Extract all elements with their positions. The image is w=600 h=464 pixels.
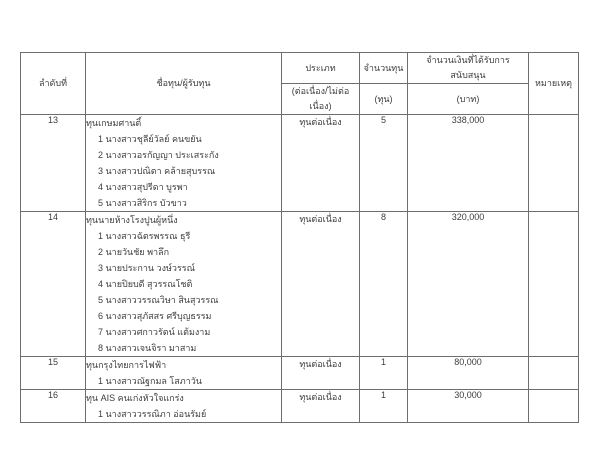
recipient-name: 8 นางสาวเจนจิรา มาสาม: [98, 343, 197, 353]
fund-row: [21, 115, 579, 212]
header-no: ลำดับที่: [21, 53, 86, 115]
recipient-name: 1 นางสาวฉัตรพรรณ ธุรี: [98, 231, 191, 241]
fund-row: [21, 212, 579, 357]
fund-name-cell: [86, 390, 282, 423]
fund-row-number: 13: [21, 115, 86, 212]
recipient-name: 2 นางสาวอรกัญญา ประเสระกัง: [98, 150, 219, 160]
fund-remark: [529, 212, 579, 357]
recipient-name: 5 นางสาววรรณวิษา สินสุวรรณ: [98, 295, 219, 305]
fund-title: ทุนนายห้างโรงปูนผู้หนึ่ง: [86, 215, 178, 225]
fund-type: ทุนต่อเนื่อง: [282, 390, 360, 423]
funds-table: [20, 52, 579, 423]
fund-name-cell: [86, 212, 282, 357]
recipient-name: 3 นางสาวปณิตา คล้ายสุบรรณ: [98, 166, 216, 176]
table-body: [21, 115, 579, 423]
fund-type: ทุนต่อเนื่อง: [282, 357, 360, 390]
fund-type: ทุนต่อเนื่อง: [282, 212, 360, 357]
recipient-name: 7 นางสาวศกาวรัตน์ แต้มงาม: [98, 327, 211, 337]
fund-type: ทุนต่อเนื่อง: [282, 115, 360, 212]
fund-count: 1: [360, 390, 408, 423]
header-amount: จำนวนเงินที่ได้รับการสนับสนุน: [408, 53, 529, 84]
recipient-name: 5 นางสาวสิริกร บัวขาว: [98, 198, 187, 208]
fund-row-number: 16: [21, 390, 86, 423]
header-amount-sub: (บาท): [408, 84, 529, 115]
recipient-name: 3 นายประกาน วงษ์วรรณ์: [98, 263, 195, 273]
fund-row-number: 14: [21, 212, 86, 357]
fund-count: 8: [360, 212, 408, 357]
fund-title: ทุนกรุงไทยการไฟฟ้า: [86, 360, 167, 370]
header-remark: หมายเหตุ: [529, 53, 579, 115]
fund-remark: [529, 390, 579, 423]
fund-row: [21, 390, 579, 423]
header-count: จำนวนทุน: [360, 53, 408, 84]
fund-row: [21, 357, 579, 390]
fund-name-cell: [86, 357, 282, 390]
fund-amount: 338,000: [408, 115, 529, 212]
recipient-name: 6 นางสาวสุภัสสร ศรีบุญธรรม: [98, 311, 212, 321]
fund-count: 1: [360, 357, 408, 390]
fund-count: 5: [360, 115, 408, 212]
fund-title: ทุนเกษมศานติ์: [86, 118, 142, 128]
table-header: [21, 53, 579, 115]
fund-title: ทุน AIS คนเก่งหัวใจแกร่ง: [86, 393, 184, 403]
header-fund-name: ชื่อทุน/ผู้รับทุน: [86, 53, 282, 115]
header-count-sub: (ทุน): [360, 84, 408, 115]
fund-row-number: 15: [21, 357, 86, 390]
recipient-name: 1 นางสาววรรณิภา อ่อนรัมย์: [98, 409, 207, 419]
fund-remark: [529, 115, 579, 212]
fund-amount: 30,000: [408, 390, 529, 423]
fund-amount: 320,000: [408, 212, 529, 357]
recipient-name: 1 นางสาวชุลีย์วัลย์ คนขยัน: [98, 134, 202, 144]
fund-remark: [529, 357, 579, 390]
recipient-name: 2 นายวันชัย พาลึก: [98, 247, 170, 257]
header-type-sub: (ต่อเนื่อง/ไม่ต่อเนื่อง): [282, 84, 360, 115]
recipient-name: 4 นางสาวสุปรีดา บูรพา: [98, 182, 188, 192]
recipient-name: 1 นางสาวณัฐกมล โสภาวัน: [98, 376, 202, 386]
fund-name-cell: [86, 115, 282, 212]
recipient-name: 4 นายปิยบดี สุวรรณโชติ: [98, 279, 193, 289]
fund-amount: 80,000: [408, 357, 529, 390]
header-type: ประเภท: [282, 53, 360, 84]
